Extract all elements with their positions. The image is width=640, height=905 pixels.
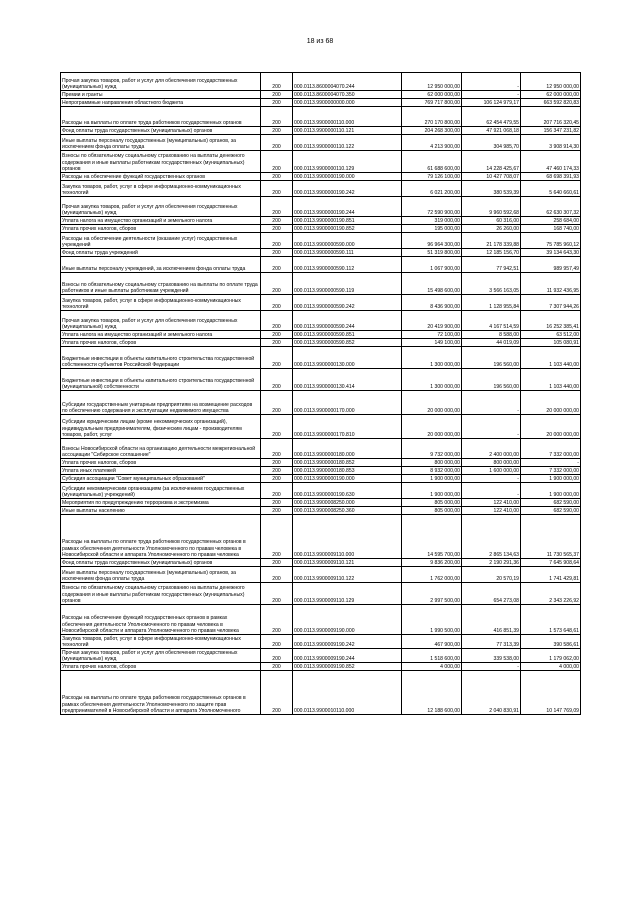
row-budget-code-cell: 000.0113.9900000190.000 xyxy=(293,475,402,483)
row-approved-cell: 319 000,00 xyxy=(402,217,462,225)
table-row xyxy=(61,439,581,459)
table-row xyxy=(61,73,581,91)
row-approved-cell: 62 000 000,00 xyxy=(402,91,462,99)
row-budget-code-cell: 000.0113.9900000190.852 xyxy=(293,225,402,233)
row-remainder-cell: 7 307 944,26 xyxy=(521,295,581,311)
row-budget-code-cell: 000.0113.9900000170.810 xyxy=(293,415,402,439)
row-admin-code-cell: 200 xyxy=(261,99,293,107)
row-approved-cell: 769 717 800,00 xyxy=(402,99,462,107)
row-remainder-cell: 156 347 231,82 xyxy=(521,127,581,135)
row-budget-code-cell: 000.0113.9900000590.851 xyxy=(293,331,402,339)
row-remainder-cell: 63 512,00 xyxy=(521,331,581,339)
row-name-cell: Расходы на выплаты по оплате труда работников государственных органов в рамках обеспечения деятельности Уполномоченного по правам человека в Новосибирской области и аппарата Уполномоченного по правам человека xyxy=(61,515,261,559)
table-row xyxy=(61,331,581,339)
row-budget-code-cell: 000.0113.9900000170.000 xyxy=(293,391,402,415)
row-admin-code-cell: 200 xyxy=(261,249,293,257)
table-row xyxy=(61,181,581,197)
row-budget-code-cell: 000.0113.9900009110.122 xyxy=(293,567,402,583)
table-row xyxy=(61,583,581,605)
row-admin-code-cell: 200 xyxy=(261,107,293,127)
row-name-cell: Закупка товаров, работ, услуг в сфере информационно-коммуникационных технологий xyxy=(61,181,261,197)
row-approved-cell: 9 732 000,00 xyxy=(402,439,462,459)
row-admin-code-cell: 200 xyxy=(261,273,293,295)
row-name-cell: Уплата прочих налогов, сборов xyxy=(61,225,261,233)
row-approved-cell: 8 932 000,00 xyxy=(402,467,462,475)
row-budget-code-cell: 000.0113.9900008250.000 xyxy=(293,499,402,507)
row-approved-cell: 9 836 200,00 xyxy=(402,559,462,567)
row-budget-code-cell: 000.0113.9900000110.000 xyxy=(293,107,402,127)
budget-execution-table xyxy=(60,72,581,715)
row-approved-cell: 4 000,00 xyxy=(402,663,462,671)
row-approved-cell: 8 436 900,00 xyxy=(402,295,462,311)
row-executed-cell: - xyxy=(462,475,521,483)
row-executed-cell: 339 538,00 xyxy=(462,649,521,663)
table-row xyxy=(61,273,581,295)
table-row xyxy=(61,635,581,649)
row-remainder-cell: 663 592 820,83 xyxy=(521,99,581,107)
row-admin-code-cell: 200 xyxy=(261,583,293,605)
row-admin-code-cell: 200 xyxy=(261,347,293,369)
row-approved-cell: 4 213 900,00 xyxy=(402,135,462,151)
row-remainder-cell: - xyxy=(521,459,581,467)
table-row xyxy=(61,391,581,415)
row-approved-cell: 204 268 300,00 xyxy=(402,127,462,135)
row-admin-code-cell: 200 xyxy=(261,135,293,151)
table-row xyxy=(61,217,581,225)
table-row xyxy=(61,499,581,507)
table-row xyxy=(61,347,581,369)
row-budget-code-cell: 000.0113.9900000590.244 xyxy=(293,311,402,331)
row-executed-cell: 2 040 830,91 xyxy=(462,671,521,715)
table-row xyxy=(61,249,581,257)
row-executed-cell: - xyxy=(462,91,521,99)
row-remainder-cell: 16 252 385,41 xyxy=(521,311,581,331)
row-budget-code-cell: 000.0113.9900000590.242 xyxy=(293,295,402,311)
row-remainder-cell: 1 900 000,00 xyxy=(521,475,581,483)
table-row xyxy=(61,91,581,99)
table-row xyxy=(61,99,581,107)
row-approved-cell: 12 188 600,00 xyxy=(402,671,462,715)
row-approved-cell: 15 498 600,00 xyxy=(402,273,462,295)
row-name-cell: Закупка товаров, работ, услуг в сфере информационно-коммуникационных технологий xyxy=(61,635,261,649)
row-budget-code-cell: 000.0113.9900009190.000 xyxy=(293,605,402,635)
row-executed-cell: - xyxy=(462,415,521,439)
row-remainder-cell: 1 179 062,00 xyxy=(521,649,581,663)
row-remainder-cell: 989 957,49 xyxy=(521,257,581,273)
row-budget-code-cell: 000.0113.8600004070.350 xyxy=(293,91,402,99)
row-admin-code-cell: 200 xyxy=(261,369,293,391)
table-row xyxy=(61,257,581,273)
row-approved-cell: 72 590 900,00 xyxy=(402,197,462,217)
row-name-cell: Мероприятия по предупреждению терроризма и экстремизма xyxy=(61,499,261,507)
row-budget-code-cell: 000.0113.9900000180.852 xyxy=(293,459,402,467)
row-approved-cell: 1 300 000,00 xyxy=(402,347,462,369)
row-budget-code-cell: 000.0113.9900000190.242 xyxy=(293,181,402,197)
row-remainder-cell: 12 950 000,00 xyxy=(521,73,581,91)
row-approved-cell: 805 000,00 xyxy=(402,499,462,507)
row-budget-code-cell: 000.0113.9900000190.851 xyxy=(293,217,402,225)
row-executed-cell: 47 921 068,18 xyxy=(462,127,521,135)
row-remainder-cell: 7 332 000,00 xyxy=(521,467,581,475)
table-row xyxy=(61,225,581,233)
row-executed-cell: 12 185 156,70 xyxy=(462,249,521,257)
row-executed-cell: 9 960 592,68 xyxy=(462,197,521,217)
row-approved-cell: 1 762 000,00 xyxy=(402,567,462,583)
row-admin-code-cell: 200 xyxy=(261,663,293,671)
row-admin-code-cell: 200 xyxy=(261,567,293,583)
table-row xyxy=(61,663,581,671)
table-row xyxy=(61,649,581,663)
row-executed-cell: 44 019,09 xyxy=(462,339,521,347)
row-remainder-cell: 1 103 440,00 xyxy=(521,369,581,391)
table-row xyxy=(61,475,581,483)
row-executed-cell: 1 128 955,84 xyxy=(462,295,521,311)
row-remainder-cell: 5 640 660,61 xyxy=(521,181,581,197)
row-remainder-cell: 11 932 436,95 xyxy=(521,273,581,295)
row-budget-code-cell: 000.0113.9900000180.853 xyxy=(293,467,402,475)
table-row xyxy=(61,311,581,331)
row-budget-code-cell: 000.0113.9900009110.121 xyxy=(293,559,402,567)
row-remainder-cell: 1 900 000,00 xyxy=(521,483,581,499)
row-remainder-cell: 62 630 307,32 xyxy=(521,197,581,217)
row-name-cell: Уплата прочих налогов, сборов xyxy=(61,459,261,467)
row-name-cell: Фонд оплаты труда государственных (муниципальных) органов xyxy=(61,127,261,135)
row-approved-cell: 1 900 000,00 xyxy=(402,475,462,483)
row-remainder-cell: 11 730 565,37 xyxy=(521,515,581,559)
row-executed-cell: - xyxy=(462,73,521,91)
row-budget-code-cell: 000.0113.9900000130.414 xyxy=(293,369,402,391)
row-executed-cell: 62 454 479,55 xyxy=(462,107,521,127)
row-approved-cell: 1 067 900,00 xyxy=(402,257,462,273)
row-executed-cell: 77 313,39 xyxy=(462,635,521,649)
table-row xyxy=(61,339,581,347)
row-admin-code-cell: 200 xyxy=(261,605,293,635)
row-remainder-cell: 207 716 320,45 xyxy=(521,107,581,127)
row-approved-cell: 805 000,00 xyxy=(402,507,462,515)
row-budget-code-cell: 000.0113.9900010110.000 xyxy=(293,671,402,715)
table-row xyxy=(61,197,581,217)
row-admin-code-cell: 200 xyxy=(261,391,293,415)
row-budget-code-cell: 000.0113.9900009190.852 xyxy=(293,663,402,671)
table-row xyxy=(61,233,581,249)
row-approved-cell: 72 100,00 xyxy=(402,331,462,339)
table-row xyxy=(61,135,581,151)
row-admin-code-cell: 200 xyxy=(261,197,293,217)
row-admin-code-cell: 200 xyxy=(261,559,293,567)
row-admin-code-cell: 200 xyxy=(261,181,293,197)
row-admin-code-cell: 200 xyxy=(261,91,293,99)
row-admin-code-cell: 200 xyxy=(261,499,293,507)
row-executed-cell: 196 560,00 xyxy=(462,347,521,369)
table-row xyxy=(61,151,581,173)
row-budget-code-cell: 000.0113.9900000590.119 xyxy=(293,273,402,295)
row-admin-code-cell: 200 xyxy=(261,671,293,715)
table-row xyxy=(61,369,581,391)
row-budget-code-cell: 000.0113.9900000190.244 xyxy=(293,197,402,217)
row-budget-code-cell: 000.0113.9900000110.121 xyxy=(293,127,402,135)
row-name-cell: Иные выплаты персоналу государственных (муниципальных) органов, за исключением фонда оплаты труда xyxy=(61,567,261,583)
row-name-cell: Прочая закупка товаров, работ и услуг для обеспечения государственных (муниципальных) нужд xyxy=(61,311,261,331)
row-budget-code-cell: 000.0113.9900008250.360 xyxy=(293,507,402,515)
row-name-cell: Фонд оплаты труда учреждений xyxy=(61,249,261,257)
row-approved-cell: 1 990 500,00 xyxy=(402,605,462,635)
row-executed-cell: 4 167 514,59 xyxy=(462,311,521,331)
row-admin-code-cell: 200 xyxy=(261,331,293,339)
row-remainder-cell: 10 147 769,09 xyxy=(521,671,581,715)
row-admin-code-cell: 200 xyxy=(261,649,293,663)
row-name-cell: Прочая закупка товаров, работ и услуг для обеспечения государственных (муниципальных) нужд xyxy=(61,649,261,663)
row-name-cell: Иные выплаты населению xyxy=(61,507,261,515)
table-row xyxy=(61,567,581,583)
row-admin-code-cell: 200 xyxy=(261,507,293,515)
row-remainder-cell: 75 785 960,12 xyxy=(521,233,581,249)
row-name-cell: Уплата прочих налогов, сборов xyxy=(61,339,261,347)
row-admin-code-cell: 200 xyxy=(261,459,293,467)
row-executed-cell: 77 942,51 xyxy=(462,257,521,273)
row-executed-cell: 3 566 163,05 xyxy=(462,273,521,295)
row-name-cell: Иные выплаты персоналу учреждений, за исключением фонда оплаты труда xyxy=(61,257,261,273)
row-remainder-cell: 390 586,61 xyxy=(521,635,581,649)
row-approved-cell: 79 126 100,00 xyxy=(402,173,462,181)
row-approved-cell: 6 021 200,00 xyxy=(402,181,462,197)
row-budget-code-cell: 000.0113.9900000590.112 xyxy=(293,257,402,273)
row-admin-code-cell: 200 xyxy=(261,217,293,225)
row-budget-code-cell: 000.0113.9900009190.244 xyxy=(293,649,402,663)
row-executed-cell: 10 427 708,07 xyxy=(462,173,521,181)
row-admin-code-cell: 200 xyxy=(261,415,293,439)
table-row xyxy=(61,127,581,135)
row-executed-cell: 20 570,19 xyxy=(462,567,521,583)
row-admin-code-cell: 200 xyxy=(261,515,293,559)
row-approved-cell: 270 170 800,00 xyxy=(402,107,462,127)
row-approved-cell: 96 964 300,00 xyxy=(402,233,462,249)
row-approved-cell: 1 518 600,00 xyxy=(402,649,462,663)
row-approved-cell: 800 000,00 xyxy=(402,459,462,467)
table-row xyxy=(61,415,581,439)
row-executed-cell: 122 410,00 xyxy=(462,507,521,515)
row-name-cell: Расходы на обеспечение функций государственных органов xyxy=(61,173,261,181)
row-admin-code-cell: 200 xyxy=(261,467,293,475)
row-approved-cell: 20 000 000,00 xyxy=(402,391,462,415)
row-admin-code-cell: 200 xyxy=(261,173,293,181)
row-name-cell: Прочая закупка товаров, работ и услуг для обеспечения государственных (муниципальных) нужд xyxy=(61,197,261,217)
row-budget-code-cell: 000.0113.9900009110.000 xyxy=(293,515,402,559)
row-name-cell: Взносы по обязательному социальному страхованию на выплаты денежного содержания и иные выплаты работникам государственных (муниципальных) органов xyxy=(61,583,261,605)
row-name-cell: Непрограммные направления областного бюджета xyxy=(61,99,261,107)
row-budget-code-cell: 000.0113.9900000590.000 xyxy=(293,233,402,249)
row-executed-cell: 2 865 134,63 xyxy=(462,515,521,559)
row-remainder-cell: 62 000 000,00 xyxy=(521,91,581,99)
row-approved-cell: 61 688 600,00 xyxy=(402,151,462,173)
table-row xyxy=(61,515,581,559)
row-name-cell: Взносы по обязательному социальному страхованию на выплаты денежного содержания и иные выплаты работникам государственных (муниципальных) органов xyxy=(61,151,261,173)
table-row xyxy=(61,671,581,715)
row-approved-cell: 195 000,00 xyxy=(402,225,462,233)
row-remainder-cell: 47 460 174,33 xyxy=(521,151,581,173)
row-remainder-cell: 2 343 226,92 xyxy=(521,583,581,605)
table-row xyxy=(61,107,581,127)
row-remainder-cell: 1 741 429,81 xyxy=(521,567,581,583)
row-approved-cell: 467 900,00 xyxy=(402,635,462,649)
row-executed-cell: 1 600 000,00 xyxy=(462,467,521,475)
row-budget-code-cell: 000.0113.9900000110.122 xyxy=(293,135,402,151)
row-name-cell: Уплата иных платежей xyxy=(61,467,261,475)
row-executed-cell: - xyxy=(462,391,521,415)
row-budget-code-cell: 000.0113.9900000190.000 xyxy=(293,173,402,181)
row-executed-cell: 800 000,00 xyxy=(462,459,521,467)
row-name-cell: Субсидия ассоциации "Совет муниципальных образований" xyxy=(61,475,261,483)
table-row xyxy=(61,483,581,499)
row-budget-code-cell: 000.0113.9900000180.000 xyxy=(293,439,402,459)
row-remainder-cell: 105 080,91 xyxy=(521,339,581,347)
row-name-cell: Расходы на выплаты по оплате труда работников государственных органов в рамках обеспечения деятельности Уполномоченного по защите прав предпринимателей в Новосибирской области и аппарата Уполномоченного xyxy=(61,671,261,715)
row-name-cell: Расходы на выплаты по оплате труда работников государственных органов xyxy=(61,107,261,127)
row-remainder-cell: 7 332 000,00 xyxy=(521,439,581,459)
row-approved-cell: 1 900 000,00 xyxy=(402,483,462,499)
row-budget-code-cell: 000.0113.9900000110.129 xyxy=(293,151,402,173)
page-number: 18 из 68 xyxy=(306,38,334,45)
row-admin-code-cell: 200 xyxy=(261,257,293,273)
row-name-cell: Уплата прочих налогов, сборов xyxy=(61,663,261,671)
row-remainder-cell: 258 684,00 xyxy=(521,217,581,225)
table-row xyxy=(61,507,581,515)
row-name-cell: Фонд оплаты труда государственных (муниципальных) органов xyxy=(61,559,261,567)
row-executed-cell: 60 316,00 xyxy=(462,217,521,225)
row-approved-cell: 20 419 900,00 xyxy=(402,311,462,331)
row-name-cell: Бюджетные инвестиции в объекты капитального строительства государственной (муниципальной) собственности xyxy=(61,369,261,391)
row-name-cell: Расходы на обеспечение функций государственных органов в рамках обеспечения деятельности Уполномоченного по правам человека в Новосибирской области и аппарата Уполномоченного по правам человека xyxy=(61,605,261,635)
table-row xyxy=(61,467,581,475)
row-executed-cell: 416 851,39 xyxy=(462,605,521,635)
row-remainder-cell: 168 740,00 xyxy=(521,225,581,233)
row-remainder-cell: 20 000 000,00 xyxy=(521,391,581,415)
row-executed-cell: 106 124 979,17 xyxy=(462,99,521,107)
row-executed-cell: 2 190 291,36 xyxy=(462,559,521,567)
table-row xyxy=(61,559,581,567)
row-budget-code-cell: 000.0113.9900000130.000 xyxy=(293,347,402,369)
row-name-cell: Прочая закупка товаров, работ и услуг для обеспечения государственных (муниципальных) нужд xyxy=(61,73,261,91)
row-admin-code-cell: 200 xyxy=(261,475,293,483)
row-executed-cell: 304 985,70 xyxy=(462,135,521,151)
row-budget-code-cell: 000.0113.9900000590.111 xyxy=(293,249,402,257)
row-admin-code-cell: 200 xyxy=(261,151,293,173)
row-approved-cell: 51 319 800,00 xyxy=(402,249,462,257)
row-remainder-cell: 20 000 000,00 xyxy=(521,415,581,439)
row-admin-code-cell: 200 xyxy=(261,233,293,249)
row-budget-code-cell: 000.0113.9900000190.630 xyxy=(293,483,402,499)
row-name-cell: Субсидии некоммерческим организациям (за исключением государственных (муниципальных) учреждений) xyxy=(61,483,261,499)
row-admin-code-cell: 200 xyxy=(261,73,293,91)
row-executed-cell: 8 588,00 xyxy=(462,331,521,339)
row-name-cell: Субсидии государственным унитарным предприятиям на возмещение расходов по обеспечению содержания и эксплуатации недвижимого имущества xyxy=(61,391,261,415)
row-remainder-cell: 682 590,00 xyxy=(521,507,581,515)
row-executed-cell: 654 273,08 xyxy=(462,583,521,605)
row-remainder-cell: 682 590,00 xyxy=(521,499,581,507)
row-executed-cell: - xyxy=(462,663,521,671)
row-admin-code-cell: 200 xyxy=(261,635,293,649)
table-row xyxy=(61,295,581,311)
row-admin-code-cell: 200 xyxy=(261,483,293,499)
row-admin-code-cell: 200 xyxy=(261,295,293,311)
row-budget-code-cell: 000.0113.8600004070.244 xyxy=(293,73,402,91)
row-executed-cell: - xyxy=(462,483,521,499)
row-name-cell: Субсидии юридическим лицам (кроме некоммерческих организаций), индивидуальным предпринимателям, физическим лицам - производителям товаров, работ, услуг xyxy=(61,415,261,439)
row-remainder-cell: 4 000,00 xyxy=(521,663,581,671)
row-budget-code-cell: 000.0113.9900009110.129 xyxy=(293,583,402,605)
row-admin-code-cell: 200 xyxy=(261,311,293,331)
row-executed-cell: 196 560,00 xyxy=(462,369,521,391)
row-name-cell: Взносы по обязательному социальному страхованию на выплаты по оплате труда работников и иные выплаты работникам учреждений xyxy=(61,273,261,295)
table-row xyxy=(61,459,581,467)
row-remainder-cell: 39 134 643,30 xyxy=(521,249,581,257)
row-approved-cell: 1 300 000,00 xyxy=(402,369,462,391)
row-admin-code-cell: 200 xyxy=(261,439,293,459)
table-row xyxy=(61,605,581,635)
row-budget-code-cell: 000.0113.9900009190.242 xyxy=(293,635,402,649)
row-approved-cell: 2 997 500,00 xyxy=(402,583,462,605)
row-name-cell: Закупка товаров, работ, услуг в сфере информационно-коммуникационных технологий xyxy=(61,295,261,311)
row-remainder-cell: 3 908 914,30 xyxy=(521,135,581,151)
row-approved-cell: 12 950 000,00 xyxy=(402,73,462,91)
row-executed-cell: 26 260,00 xyxy=(462,225,521,233)
row-approved-cell: 149 100,00 xyxy=(402,339,462,347)
row-approved-cell: 14 595 700,00 xyxy=(402,515,462,559)
row-executed-cell: 2 400 000,00 xyxy=(462,439,521,459)
row-name-cell: Бюджетные инвестиции в объекты капитального строительства государственной собственности субъектов Российской Федерации xyxy=(61,347,261,369)
row-executed-cell: 380 539,39 xyxy=(462,181,521,197)
row-remainder-cell: 1 573 648,61 xyxy=(521,605,581,635)
row-admin-code-cell: 200 xyxy=(261,339,293,347)
row-approved-cell: 20 000 000,00 xyxy=(402,415,462,439)
row-name-cell: Иные выплаты персоналу государственных (муниципальных) органов, за исключением фонда оплаты труда xyxy=(61,135,261,151)
row-budget-code-cell: 000.0113.9900000590.852 xyxy=(293,339,402,347)
table-row xyxy=(61,173,581,181)
row-budget-code-cell: 000.0113.9900000000.000 xyxy=(293,99,402,107)
row-remainder-cell: 68 698 391,93 xyxy=(521,173,581,181)
row-admin-code-cell: 200 xyxy=(261,225,293,233)
row-name-cell: Уплата налога на имущество организаций и земельного налога xyxy=(61,331,261,339)
row-admin-code-cell: 200 xyxy=(261,127,293,135)
row-executed-cell: 122 410,00 xyxy=(462,499,521,507)
row-name-cell: Расходы на обеспечение деятельности (оказание услуг) государственных учреждений xyxy=(61,233,261,249)
row-name-cell: Премии и гранты xyxy=(61,91,261,99)
row-executed-cell: 21 178 339,88 xyxy=(462,233,521,249)
row-remainder-cell: 7 645 908,64 xyxy=(521,559,581,567)
row-name-cell: Взносы Новосибирской области на организацию деятельности межрегиональной ассоциации "Сибирское соглашение" xyxy=(61,439,261,459)
row-executed-cell: 14 228 425,67 xyxy=(462,151,521,173)
row-remainder-cell: 1 103 440,00 xyxy=(521,347,581,369)
row-name-cell: Уплата налога на имущество организаций и земельного налога xyxy=(61,217,261,225)
